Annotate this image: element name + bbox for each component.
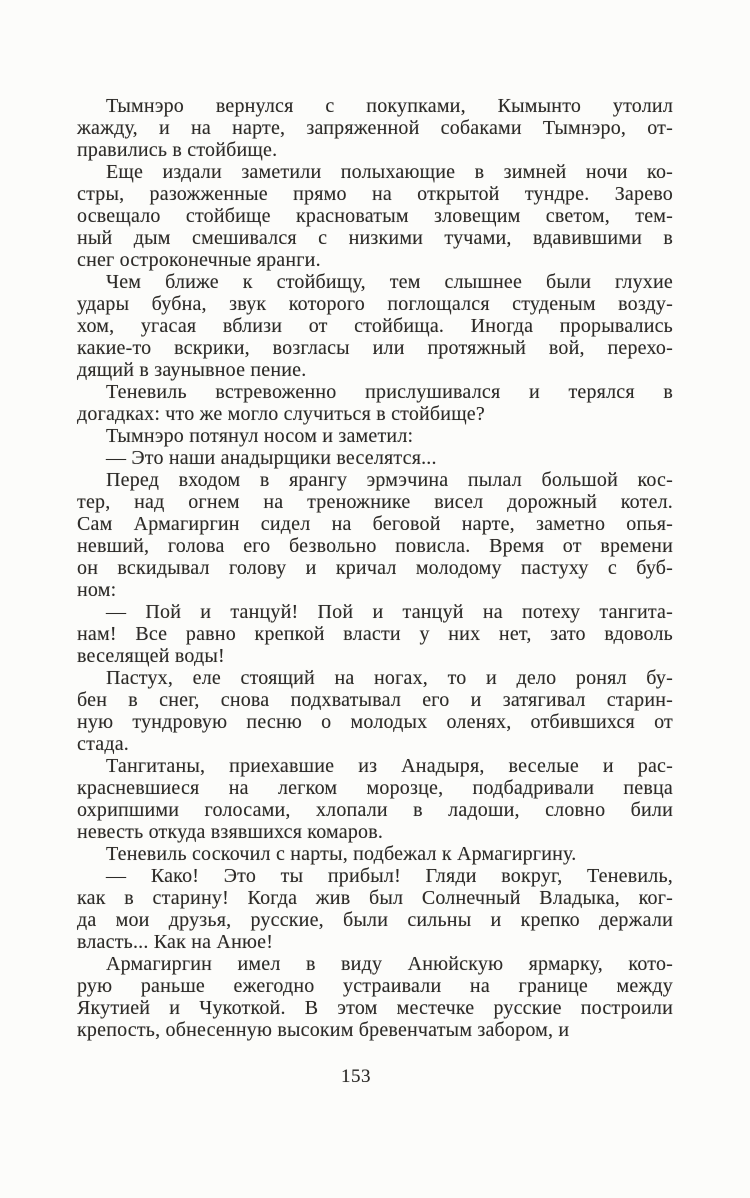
text-line: охрипшими голосами, хлопали в ладоши, словно били — [77, 799, 673, 821]
paragraph — [77, 271, 673, 381]
text-line: дящий в заунывное пение. — [77, 359, 307, 381]
text-line: снег остроконечные яранги. — [77, 249, 321, 271]
text-line: веселящей воды! — [77, 645, 225, 667]
paragraph — [77, 953, 673, 1041]
text-block — [77, 95, 673, 1041]
text-line: тер, над огнем на треножнике висел дорожный котел. — [77, 491, 673, 513]
text-line: Якутией и Чукоткой. В этом местечке русские построили — [77, 997, 673, 1019]
text-line: — Это наши анадырщики веселятся... — [106, 447, 437, 469]
text-line: невесть откуда взявшихся комаров. — [77, 821, 384, 843]
paragraph — [77, 447, 673, 469]
text-line: Еще издали заметили полыхающие в зимней ночи ко- — [106, 161, 673, 183]
text-line: Теневиль встревоженно прислушивался и терялся в — [106, 381, 673, 403]
paragraph — [77, 381, 673, 425]
paragraph — [77, 601, 673, 667]
text-line: Армагиргин имел в виду Анюйскую ярмарку, кото- — [106, 953, 673, 975]
text-line: правились в стойбище. — [77, 139, 278, 161]
text-line: Тымнэро вернулся с покупками, Кымынто утолил — [106, 95, 673, 117]
text-line: догадках: что же могло случиться в стойбище? — [77, 403, 485, 425]
text-line: Перед входом в ярангу эрмэчина пылал большой кос- — [106, 469, 673, 491]
text-line: Тымнэро потянул носом и заметил: — [106, 425, 414, 447]
text-line: Сам Армагиргин сидел на беговой нарте, заметно опья- — [77, 513, 673, 535]
paragraph — [77, 667, 673, 755]
text-line: да мои друзья, русские, были сильны и крепко держали — [77, 909, 673, 931]
text-line: ном: — [77, 579, 117, 601]
text-line: стры, разожженные прямо на открытой тундре. Зарево — [77, 183, 673, 205]
text-line: Пастух, еле стоящий на ногах, то и дело ронял бу- — [106, 667, 673, 689]
text-line: крепость, обнесенную высоким бревенчатым забором, и — [77, 1019, 570, 1041]
text-line: Теневиль соскочил с нарты, подбежал к Армагиргину. — [106, 843, 577, 865]
paragraph — [77, 755, 673, 843]
text-line: ный дым смешивался с низкими тучами, вдавившими в — [77, 227, 673, 249]
text-line: какие-то вскрики, возгласы или протяжный вой, перехо- — [77, 337, 673, 359]
text-line: как в старину! Когда жив был Солнечный Владыка, ког- — [77, 887, 673, 909]
paragraph — [77, 469, 673, 601]
text-line: — Како! Это ты прибыл! Гляди вокруг, Теневиль, — [106, 865, 673, 887]
text-line: красневшиеся на легком морозце, подбадривали певца — [77, 777, 673, 799]
text-line: стада. — [77, 733, 129, 755]
paragraph — [77, 425, 673, 447]
text-line: жажду, и на нарте, запряженной собаками Тымнэро, от- — [77, 117, 673, 139]
text-line: освещало стойбище красноватым зловещим светом, тем- — [77, 205, 673, 227]
text-line: ную тундровую песню о молодых оленях, отбившихся от — [77, 711, 673, 733]
text-line: невший, голова его безвольно повисла. Время от времени — [77, 535, 673, 557]
text-line: нам! Все равно крепкой власти у них нет, зато вдоволь — [77, 623, 673, 645]
text-line: Чем ближе к стойбищу, тем слышнее были глухие — [106, 271, 673, 293]
text-line: хом, угасая вблизи от стойбища. Иногда прорывались — [77, 315, 673, 337]
paragraph — [77, 865, 673, 953]
page-number: 153 — [341, 1066, 371, 1087]
text-line: бен в снег, снова подхватывал его и затягивал старин- — [77, 689, 673, 711]
paragraph — [77, 95, 673, 161]
text-line: — Пой и танцуй! Пой и танцуй на потеху тангита- — [106, 601, 673, 623]
text-line: Тангитаны, приехавшие из Анадыря, веселые и рас- — [106, 755, 673, 777]
text-line: он вскидывал голову и кричал молодому пастуху с буб- — [77, 557, 673, 579]
paragraph — [77, 161, 673, 271]
text-line: рую раньше ежегодно устраивали на границе между — [77, 975, 673, 997]
text-line: удары бубна, звук которого поглощался студеным возду- — [77, 293, 673, 315]
paragraph — [77, 843, 673, 865]
text-line: власть... Как на Анюе! — [77, 931, 274, 953]
